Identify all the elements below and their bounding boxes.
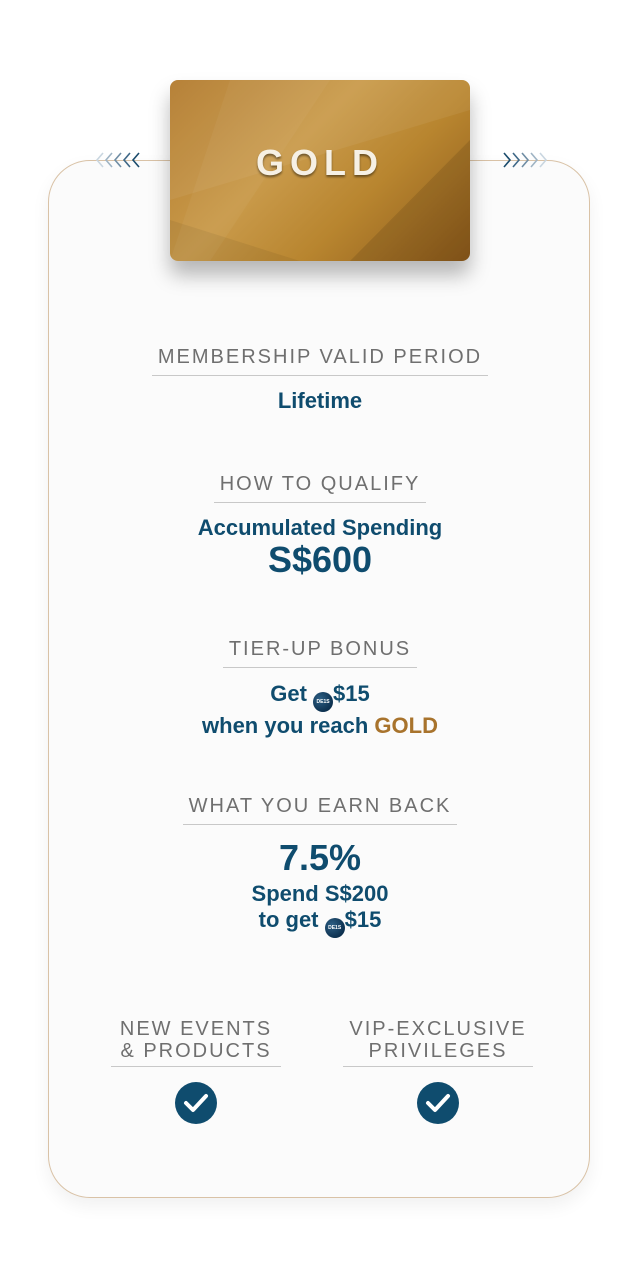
validity-value: Lifetime — [277, 388, 363, 413]
check-circle-icon — [174, 1081, 218, 1125]
perk-line-2: & PRODUCTS — [120, 1040, 272, 1062]
chevron-left-icon[interactable] — [95, 150, 145, 170]
perk-line-2: PRIVILEGES — [368, 1040, 508, 1062]
bonus-tier-text: GOLD — [374, 713, 438, 738]
bonus-heading: TIER-UP BONUS — [223, 638, 417, 668]
perk-heading — [111, 1018, 281, 1067]
coin-icon: DE1S — [313, 692, 333, 712]
perk-line-1: NEW EVENTS — [119, 1018, 273, 1040]
bonus-reach-text: when you reach — [202, 713, 369, 738]
earn-get-text: to get — [258, 907, 319, 932]
earn-line-1: Spend S$200 — [251, 881, 389, 906]
earn-amount: $15 — [344, 907, 382, 932]
coin-icon: DE1S — [325, 918, 345, 938]
gold-tier-card — [170, 80, 470, 261]
qualify-line: Accumulated Spending — [197, 515, 443, 540]
perk-vip-privileges — [343, 1018, 533, 1125]
perk-line-1: VIP-EXCLUSIVE — [349, 1018, 527, 1040]
bonus-line-2 — [0, 712, 640, 740]
bonus-get-text: Get — [270, 681, 307, 706]
bonus-amount: $15 — [333, 681, 370, 706]
qualify-section — [0, 473, 640, 579]
perk-heading — [343, 1018, 533, 1067]
perk-new-events — [111, 1018, 281, 1125]
bonus-section — [0, 638, 640, 740]
earn-percent: 7.5% — [278, 837, 362, 878]
qualify-amount: S$600 — [267, 539, 373, 580]
validity-section — [0, 346, 640, 414]
bonus-line-1 — [0, 680, 640, 712]
check-circle-icon — [416, 1081, 460, 1125]
earn-section — [0, 795, 640, 938]
chevron-right-icon[interactable] — [498, 150, 548, 170]
earn-heading: WHAT YOU EARN BACK — [183, 795, 458, 825]
earn-line-2 — [0, 907, 640, 938]
validity-heading: MEMBERSHIP VALID PERIOD — [152, 346, 488, 376]
card-tier-label: GOLD — [256, 142, 384, 183]
qualify-heading: HOW TO QUALIFY — [214, 473, 427, 503]
